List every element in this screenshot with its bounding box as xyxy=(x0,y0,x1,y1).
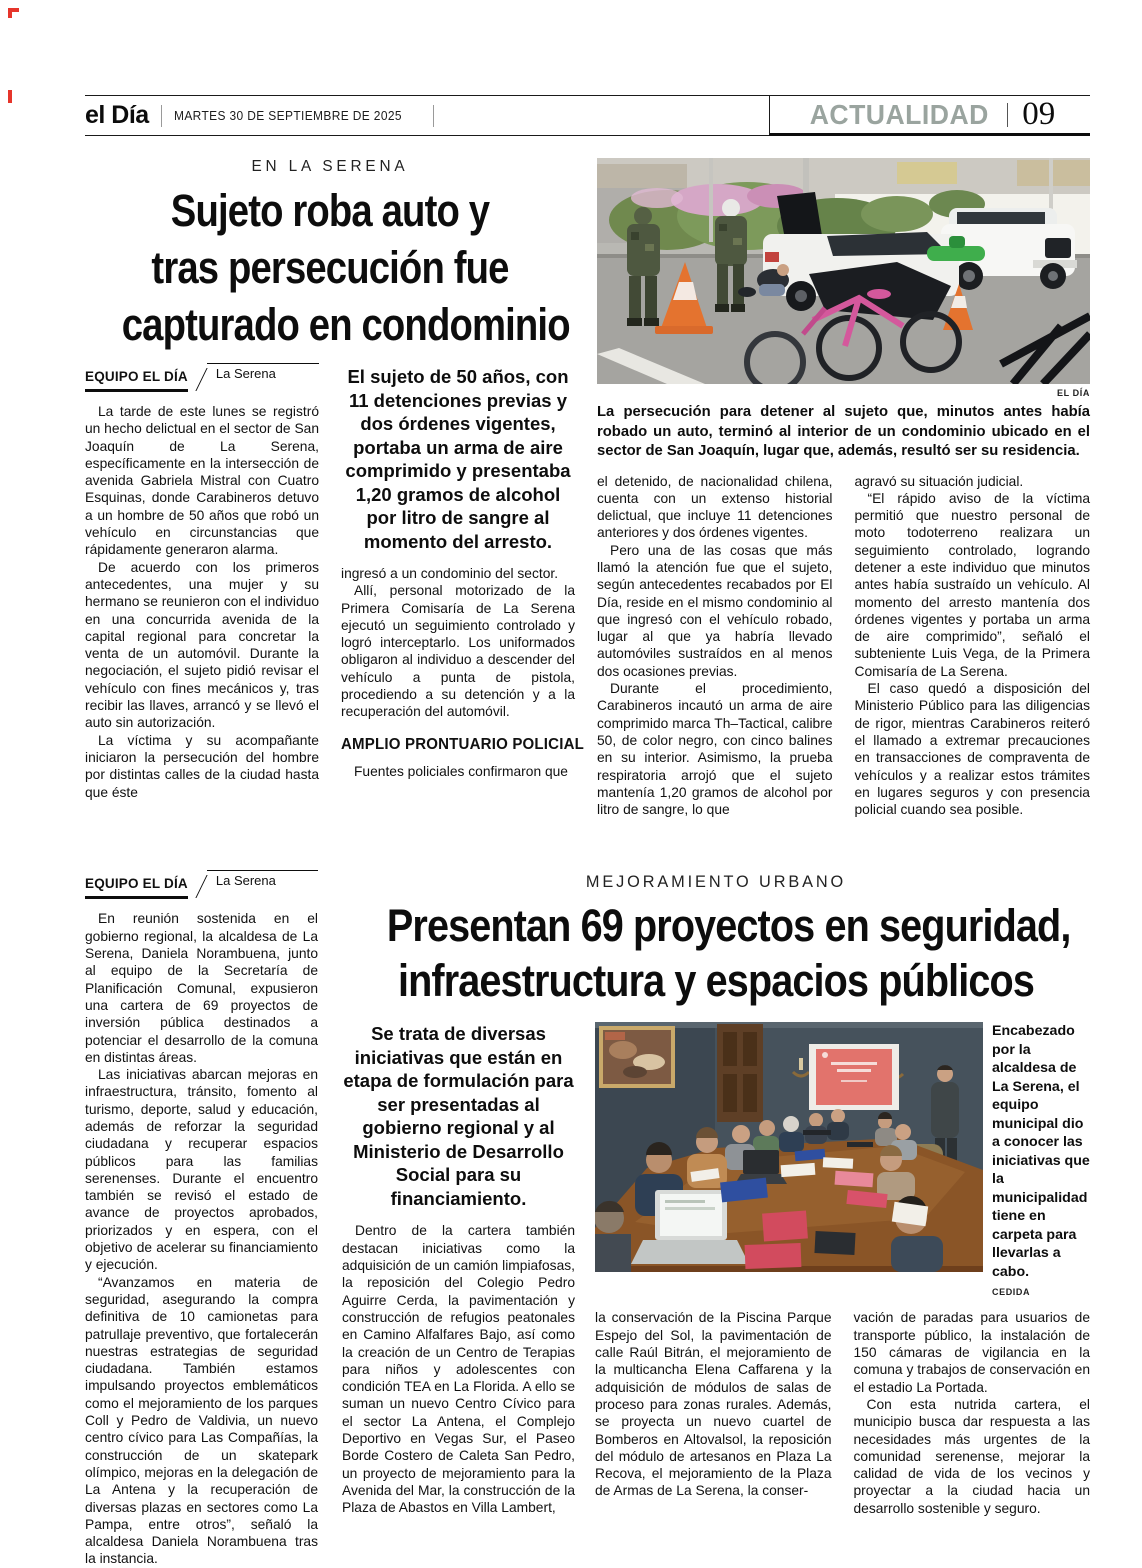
byline xyxy=(85,365,319,392)
police-arrest-photo-illustration xyxy=(597,158,1090,384)
byline-slash xyxy=(186,875,207,898)
body-paragraph: “Avanzamos en materia de seguridad, asegurando la compra definitiva de 10 camionetas para patrullaje preventivo, que fortalecerán nuestras estrategias de seguridad ciudadana. También estamos impulsando proyectos emblemáticos como el mejoramiento de los parques Coll y Pedro de Valdivia, un nuevo centro cívico para Las Compañías, la construcción de un skatepark olímpico, mejoras en la delegación de La Antena y la recuperación de diversas plazas en sectores como La Pampa, entre otros”, señaló la alcaldesa Daniela Norambuena tras la instancia. xyxy=(85,1274,318,1567)
body-paragraph: De acuerdo con los primeros antecedentes, una mujer y su hermano se reunieron con el individuo en una concurrida avenida de la capital regional para concretar la venta de un automóvil. Durante la negociación, el sujeto pidió revisar el vehículo con fines mecánicos y, tras recibir las llaves, arrancó y se llevó el auto sin autorización. xyxy=(85,559,319,731)
article1-column-3 xyxy=(597,473,833,819)
section-title: ACTUALIDAD xyxy=(809,98,989,130)
body-paragraph: “El rápido aviso de la víctima permitió que nuestro personal de moto todoterreno realizara un seguimiento controlado, logrando detener a este individuo que minutos antes había sustraído un vehículo. Al momento del arresto mantenía dos órdenes vigentes y portaba un arma de aire comprimido”, señaló el subteniente Luis Vega, de la Primera Comisaría de La Serena. xyxy=(854,490,1090,679)
body-paragraph: La tarde de este lunes se registró un hecho delictual en el sector de San Joaquín de La Serena, específicamente en la intersección de avenida Gabriela Mistral con Cuatro Esquinas, donde Carabineros detuvo a un hombre de 50 años que robó un vehículo en circunstancias que rápidamente generaron alarma. xyxy=(85,404,319,558)
article2-lede: Se trata de diversas iniciativas que están en etapa de formulación para ser presentadas al gobierno regional y al Ministerio de Desarrollo Social para su financiamiento. xyxy=(343,1023,574,1209)
article2-headline: Presentan 69 proyectos en seguridad, infraestructura y espacios públicos xyxy=(386,900,1071,1007)
byline-author: EQUIPO EL DÍA xyxy=(85,369,188,392)
body-paragraph: ingresó a un condominio del sector. xyxy=(341,566,559,581)
divider xyxy=(161,105,162,127)
article2-side-caption: Encabezado por la alcaldesa de La Serena, el equipo municipal dio a conocer las iniciativas que la municipalidad tiene en carpeta para llevarlas a cabo. CEDIDA xyxy=(992,1023,1090,1298)
body-paragraph: la conservación de la Piscina Parque Espejo del Sol, la pavimentación de calle Raúl Bitrán, el mejoramiento de la multicancha Elena Caffarena y la adquisición de módulos de salas de proceso para zonas rurales. Además, se proyecta un nuevo cuartel de Bomberos en Altovalsol, la reposición del módulo de artesanos en Plaza La Recova, el mejoramiento de la Plaza de Armas de La Serena, la conser- xyxy=(595,1310,832,1499)
body-paragraph: Las iniciativas abarcan mejoras en infraestructura, tránsito, fomento al turismo, deporte, salud y educación, además de reforzar la seguridad ciudadana y recuperar espacios públicos para las familias serenenses. Durante el encuentro también se revisó el estado de avance de proyectos aprobados, priorizados y en espera, con el objetivo de acelerar su financiamiento y ejecución. xyxy=(85,1067,318,1273)
article1-kicker: EN LA SERENA xyxy=(251,158,409,175)
police-arrest-photo xyxy=(597,158,1090,384)
article1-column-1 xyxy=(85,365,319,801)
masthead-logo: el Día xyxy=(85,101,149,129)
body-paragraph: el detenido, de nacionalidad chilena, cuenta con un extenso historial delictual, que incluye 11 detenciones anteriores y dos órdenes vigentes. xyxy=(597,473,833,541)
body-paragraph: El caso quedó a disposición del Ministerio Público para las diligencias de rigor, mientras Carabineros reiteró el llamado a extremar precauciones en transacciones de compraventa de vehículos y a realizar estos trámites en lugares seguros y con presencia policial cuando sea posible. xyxy=(854,681,1090,818)
municipal-meeting-photo-illustration xyxy=(595,1022,983,1272)
masthead-area xyxy=(85,96,769,136)
article1-caption: La persecución para detener al sujeto que, minutos antes había robado un auto, terminó al interior de un condominio ubicado en el sector de San Joaquín, lugar que, además, resultó ser su residencia. xyxy=(597,404,1090,459)
body-paragraph: Con esta nutrida cartera, el municipio busca dar respuesta a las necesidades más urgentes de la comunidad serenense, mejorar la calidad de vida de los vecinos y proyectar a la ciudad hacia un desarrollo sostenible y seguro. xyxy=(853,1396,1090,1516)
article2-column-4 xyxy=(854,1309,1091,1517)
article2-kicker: MEJORAMIENTO URBANO xyxy=(585,872,847,892)
registration-mark xyxy=(8,8,12,18)
photo-credit: EL DÍA xyxy=(1057,388,1090,398)
article-car-theft xyxy=(85,158,1090,818)
page-number: 09 xyxy=(1022,96,1056,132)
body-paragraph: Fuentes policiales confirmaron que xyxy=(354,763,568,779)
byline-slash xyxy=(186,368,207,391)
article1-lede: El sujeto de 50 años, con 11 detenciones previas y dos órdenes vigentes, portaba un arma de aire comprimido y presentaba 1,20 gramos de alcohol por litro de sangre al momento del arresto. xyxy=(345,366,571,552)
article1-subhead: AMPLIO PRONTUARIO POLICIAL xyxy=(341,735,585,753)
body-paragraph: agravó su situación judicial. xyxy=(854,473,1024,489)
body-paragraph: Pero una de las cosas que más llamó la atención fue que el sujeto, según antecedentes recabados por El Día, reside en el mismo condominio al que ingresó con el vehículo robado, lugar al que ya habría llevado automóviles sustraídos en al menos dos ocasiones previas. xyxy=(597,542,833,679)
body-paragraph: Allí, personal motorizado de la Primera Comisaría de La Serena ejecutó un seguimiento controlado y logró interceptarlo. Los uniformados obligaron al individuo a descender del vehículo a punta de pistola, procediendo a su detención y a la recuperación del automóvil. xyxy=(341,583,575,720)
article2-column-1 xyxy=(85,872,318,1567)
article-urban-projects xyxy=(85,872,1090,1567)
article1-column-2 xyxy=(341,365,585,801)
body-paragraph: Durante el procedimiento, Carabineros incautó un arma de aire comprimido marca Th–Tactical, calibre 50, de color negro, con cinco balines en su interior. Asimismo, la prueba respiratoria arrojó que el sujeto mantenía 1,20 gramos de alcohol por litro de sangre, lo que xyxy=(597,681,833,818)
body-paragraph: En reunión sostenida en el gobierno regional, la alcaldesa de La Serena, Daniela Norambuena, junto al equipo de la Secretaría de Planificación Comunal, expusieron una cartera de 69 proyectos de inversión pública destinados a potenciar el desarrollo de la comuna en distintas áreas. xyxy=(85,911,318,1065)
edition-date: MARTES 30 DE SEPTIEMBRE DE 2025 xyxy=(173,108,402,123)
article1-headline: Sujeto roba auto y tras persecución fue capturado en condominio xyxy=(121,185,570,350)
article1-column-4 xyxy=(855,473,1091,819)
byline-author: EQUIPO EL DÍA xyxy=(85,876,188,899)
divider xyxy=(433,105,434,127)
body-paragraph: La víctima y su acompañante iniciaron la persecución del hombre por distintas calles de la ciudad hasta que éste xyxy=(85,732,319,800)
byline-location: La Serena xyxy=(207,363,319,392)
byline xyxy=(85,872,318,899)
divider xyxy=(1007,103,1008,127)
registration-mark xyxy=(8,90,12,103)
photo-credit: CEDIDA xyxy=(992,1287,1031,1298)
article2-column-3 xyxy=(595,1309,832,1517)
byline-location: La Serena xyxy=(207,870,318,899)
body-paragraph: vación de paradas para usuarios de transporte público, la instalación de 150 cámaras de vigilancia en la comuna y trabajos de conservación en el estadio La Portada. xyxy=(853,1310,1090,1395)
municipal-meeting-photo xyxy=(595,1022,983,1297)
page-content xyxy=(85,158,1090,1568)
article2-column-2 xyxy=(342,1022,575,1517)
section-header xyxy=(769,96,1090,136)
page-header xyxy=(85,95,1090,136)
body-paragraph: Dentro de la cartera también destacan iniciativas como la adquisición de un camión limpiafosas, la reposición del Colegio Pedro Aguirre Cerda, la pavimentación y construcción de refugios peatonales en Camino Alfalfares Bajo, así como la creación de un Centro de Terapias para niños y adolescentes con condición TEA en La Florida. A ello se suman un nuevo Centro Cívico para el sector La Antena, el Complejo Deportivo en Vegas Sur, el Paseo Borde Costero de Caleta San Pedro, un proyecto de mejoramiento para la Avenida del Mar, la construcción de la Plaza de Abastos en Villa Lambert, xyxy=(342,1223,575,1516)
